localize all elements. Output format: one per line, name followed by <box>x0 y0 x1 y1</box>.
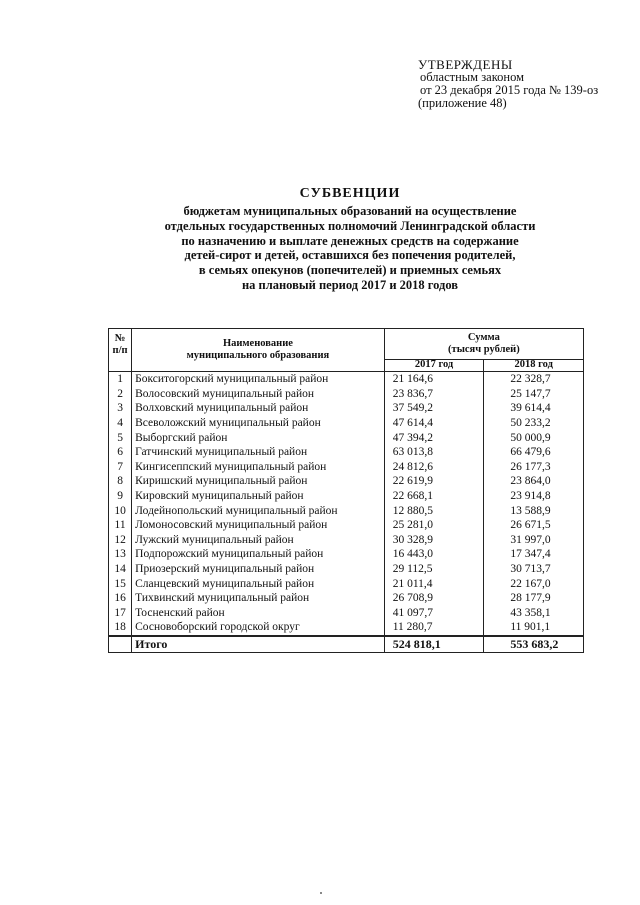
table-row <box>109 606 584 621</box>
row-2017: 30 328,9 <box>384 533 484 548</box>
title-line: отдельных государственных полномочий Ленинградской области <box>164 218 536 233</box>
row-2017: 26 708,9 <box>384 591 484 606</box>
header-num: № п/п <box>109 329 132 372</box>
row-num: 14 <box>109 562 132 577</box>
table-row <box>109 372 584 387</box>
row-name: Лужский муниципальный район <box>132 533 385 548</box>
title-line: в семьях опекунов (попечителей) и приемных семьях <box>198 263 502 278</box>
table-row <box>109 460 584 475</box>
row-2018: 22 328,7 <box>484 372 584 387</box>
approval-line: от 23 декабря 2015 года № 139-оз <box>420 83 599 97</box>
table-row <box>109 401 584 416</box>
row-2017: 47 394,2 <box>384 430 484 445</box>
approval-line: УТВЕРЖДЕНЫ <box>418 57 513 72</box>
row-num: 1 <box>109 372 132 387</box>
row-2018: 23 864,0 <box>484 474 584 489</box>
table-row <box>109 430 584 445</box>
title-main: СУБВЕНЦИИ <box>299 186 401 201</box>
row-num: 17 <box>109 606 132 621</box>
row-2018: 23 914,8 <box>484 489 584 504</box>
row-2018: 11 901,1 <box>484 620 584 636</box>
total-label: Итого <box>132 636 385 653</box>
row-2018: 50 233,2 <box>484 416 584 431</box>
row-num: 8 <box>109 474 132 489</box>
row-2018: 26 177,3 <box>484 460 584 475</box>
row-name: Тихвинский муниципальный район <box>132 591 385 606</box>
row-name: Бокситогорский муниципальный район <box>132 372 385 387</box>
row-2018: 50 000,9 <box>484 430 584 445</box>
row-2017: 12 880,5 <box>384 503 484 518</box>
row-2018: 66 479,6 <box>484 445 584 460</box>
row-name: Киришский муниципальный район <box>132 474 385 489</box>
row-2017: 21 164,6 <box>384 372 484 387</box>
table-row <box>109 474 584 489</box>
total-num <box>109 636 132 653</box>
row-2017: 11 280,7 <box>384 620 484 636</box>
row-2017: 21 011,4 <box>384 576 484 591</box>
row-2017: 25 281,0 <box>384 518 484 533</box>
row-2018: 17 347,4 <box>484 547 584 562</box>
row-num: 16 <box>109 591 132 606</box>
row-name: Приозерский муниципальный район <box>132 562 385 577</box>
row-2018: 39 614,4 <box>484 401 584 416</box>
row-num: 5 <box>109 430 132 445</box>
row-num: 4 <box>109 416 132 431</box>
row-name: Лодейнопольский муниципальный район <box>132 503 385 518</box>
row-2017: 29 112,5 <box>384 562 484 577</box>
title-line: бюджетам муниципальных образований на осуществление <box>183 204 517 218</box>
row-2017: 41 097,7 <box>384 606 484 621</box>
row-2017: 22 668,1 <box>384 489 484 504</box>
row-name: Волховский муниципальный район <box>132 401 385 416</box>
row-2018: 26 671,5 <box>484 518 584 533</box>
table-row <box>109 562 584 577</box>
row-2017: 63 013,8 <box>384 445 484 460</box>
table-row <box>109 416 584 431</box>
row-2017: 16 443,0 <box>384 547 484 562</box>
scan-speck <box>320 892 322 894</box>
row-name: Кировский муниципальный район <box>132 489 385 504</box>
row-num: 18 <box>109 620 132 636</box>
title-line: по назначению и выплате денежных средств на содержание <box>181 233 519 248</box>
row-2018: 43 358,1 <box>484 606 584 621</box>
row-num: 2 <box>109 387 132 402</box>
total-row <box>109 636 584 653</box>
row-num: 7 <box>109 460 132 475</box>
row-2017: 24 812,6 <box>384 460 484 475</box>
total-2017: 524 818,1 <box>384 636 484 653</box>
row-num: 10 <box>109 503 132 518</box>
row-name: Тосненский район <box>132 606 385 621</box>
row-name: Подпорожский муниципальный район <box>132 547 385 562</box>
row-2017: 37 549,2 <box>384 401 484 416</box>
row-num: 9 <box>109 489 132 504</box>
row-num: 12 <box>109 533 132 548</box>
row-2018: 30 713,7 <box>484 562 584 577</box>
table-row <box>109 503 584 518</box>
table-row <box>109 547 584 562</box>
row-name: Кингисеппский муниципальный район <box>132 460 385 475</box>
header-year-2018: 2018 год <box>484 359 584 371</box>
table-row <box>109 445 584 460</box>
row-name: Волосовский муниципальный район <box>132 387 385 402</box>
row-2018: 31 997,0 <box>484 533 584 548</box>
row-name: Сосновоборский городской округ <box>132 620 385 636</box>
table-row <box>109 533 584 548</box>
row-name: Гатчинский муниципальный район <box>132 445 385 460</box>
row-2018: 13 588,9 <box>484 503 584 518</box>
row-name: Выборгский район <box>132 430 385 445</box>
row-2017: 22 619,9 <box>384 474 484 489</box>
total-2018: 553 683,2 <box>484 636 584 653</box>
approval-line: (приложение 48) <box>418 96 507 110</box>
row-2017: 23 836,7 <box>384 387 484 402</box>
row-2018: 25 147,7 <box>484 387 584 402</box>
title-line: на плановый период 2017 и 2018 годов <box>241 277 459 292</box>
header-sum: Сумма (тысяч рублей) <box>384 329 583 360</box>
table-row <box>109 518 584 533</box>
header-name: Наименование муниципального образования <box>132 329 385 372</box>
subsidy-table <box>108 328 584 653</box>
title-sub <box>100 204 600 293</box>
table-row <box>109 620 584 636</box>
row-num: 6 <box>109 445 132 460</box>
row-num: 3 <box>109 401 132 416</box>
row-2017: 47 614,4 <box>384 416 484 431</box>
header-year-2017: 2017 год <box>384 359 484 371</box>
approval-line: областным законом <box>420 70 525 84</box>
table-row <box>109 591 584 606</box>
row-name: Всеволожский муниципальный район <box>132 416 385 431</box>
row-num: 15 <box>109 576 132 591</box>
approval-stamp <box>418 58 598 110</box>
table-row <box>109 576 584 591</box>
row-2018: 28 177,9 <box>484 591 584 606</box>
document-title <box>100 186 600 293</box>
title-line: детей-сирот и детей, оставшихся без попечения родителей, <box>184 248 516 263</box>
row-2018: 22 167,0 <box>484 576 584 591</box>
table-row <box>109 489 584 504</box>
table-row <box>109 387 584 402</box>
row-name: Ломоносовский муниципальный район <box>132 518 385 533</box>
row-num: 13 <box>109 547 132 562</box>
row-name: Сланцевский муниципальный район <box>132 576 385 591</box>
row-num: 11 <box>109 518 132 533</box>
